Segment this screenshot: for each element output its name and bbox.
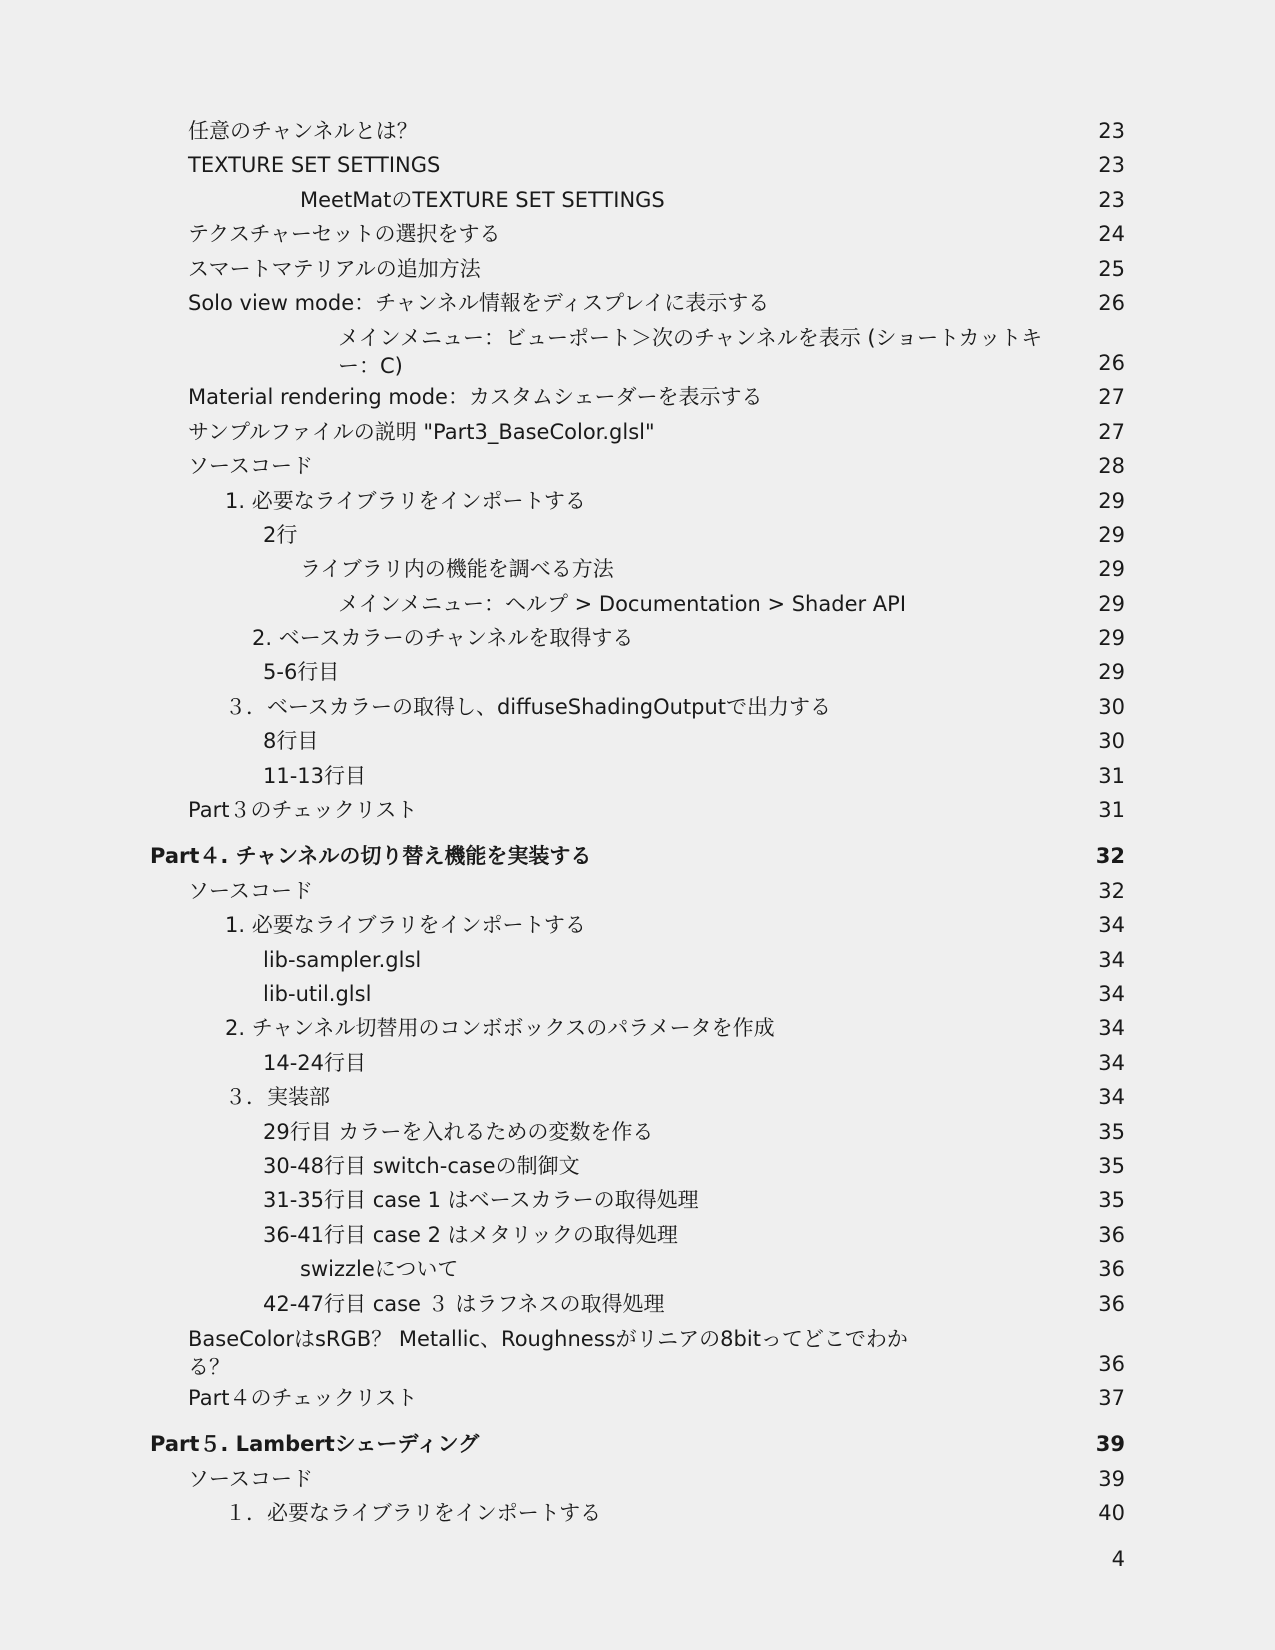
toc-entry-page: 35 [1098, 1119, 1125, 1144]
toc-entry[interactable] [0, 1149, 1275, 1183]
toc-part-heading[interactable] [0, 839, 1275, 873]
toc-entry-page: 36 [1098, 1257, 1125, 1282]
toc-entry-title: 1. 必要なライブラリをインポートする [225, 488, 586, 513]
toc-entry[interactable] [0, 1252, 1275, 1286]
toc-entry[interactable] [0, 1011, 1275, 1045]
toc-entry[interactable] [0, 1183, 1275, 1217]
toc-entry-title: 1. 必要なライブラリをインポートする [225, 913, 586, 938]
toc-entry-title: テクスチャーセットの選択をする [188, 222, 501, 247]
toc-part-heading[interactable] [0, 1427, 1275, 1461]
toc-entry-title: ソースコード [188, 454, 313, 479]
toc-entry-page: 23 [1098, 187, 1125, 212]
toc-entry-title: Part４のチェックリスト [188, 1385, 418, 1410]
table-of-contents [0, 114, 1275, 1530]
toc-entry-title: 2. ベースカラーのチャンネルを取得する [252, 626, 634, 651]
toc-entry[interactable] [0, 1381, 1275, 1415]
toc-entry-page: 34 [1098, 1085, 1125, 1110]
toc-entry-page: 29 [1098, 626, 1125, 651]
toc-entry-page: 23 [1098, 153, 1125, 178]
toc-entry[interactable] [0, 690, 1275, 724]
toc-entry[interactable] [0, 759, 1275, 793]
toc-entry-page: 32 [1098, 878, 1125, 903]
toc-entry-page: 27 [1098, 419, 1125, 444]
toc-entry[interactable] [0, 552, 1275, 586]
page-number: 4 [1111, 1547, 1125, 1571]
toc-entry-title: Material rendering mode：カスタムシェーダーを表示する [188, 385, 763, 410]
toc-entry[interactable] [0, 1115, 1275, 1149]
toc-entry-title: スマートマテリアルの追加方法 [188, 256, 481, 281]
toc-entry[interactable] [0, 1287, 1275, 1321]
toc-entry[interactable] [0, 1080, 1275, 1114]
toc-entry[interactable] [0, 908, 1275, 942]
toc-entry[interactable] [0, 1321, 1275, 1381]
toc-entry-title: 36-41行目 case 2 はメタリックの取得処理 [263, 1222, 678, 1247]
toc-entry[interactable] [0, 518, 1275, 552]
toc-entry-page: 29 [1098, 660, 1125, 685]
toc-entry[interactable] [0, 484, 1275, 518]
toc-entry-title: lib-sampler.glsl [263, 947, 422, 972]
toc-entry-title: 5-6行目 [263, 660, 340, 685]
toc-entry[interactable] [0, 655, 1275, 689]
toc-entry[interactable] [0, 874, 1275, 908]
toc-entry-page: 34 [1098, 1016, 1125, 1041]
toc-entry-page: 28 [1098, 454, 1125, 479]
toc-entry[interactable] [0, 1462, 1275, 1496]
toc-entry[interactable] [0, 1046, 1275, 1080]
toc-entry[interactable] [0, 1496, 1275, 1530]
toc-entry-page: 26 [1098, 351, 1125, 376]
toc-entry-title: Solo view mode：チャンネル情報をディスプレイに表示する [188, 290, 770, 315]
toc-entry[interactable] [0, 183, 1275, 217]
toc-entry-page: 39 [1098, 1466, 1125, 1491]
toc-entry-page: 34 [1098, 913, 1125, 938]
toc-entry-title: 14-24行目 [263, 1050, 367, 1075]
toc-entry-title: TEXTURE SET SETTINGS [188, 153, 441, 178]
toc-entry-title: ライブラリ内の機能を調べる方法 [300, 557, 614, 582]
toc-entry-page: 32 [1095, 844, 1125, 869]
toc-entry-title: 30-48行目 switch-caseの制御文 [263, 1153, 580, 1178]
toc-entry-title: 42-47行目 case ３ はラフネスの取得処理 [263, 1291, 665, 1316]
toc-entry-title: Part５. Lambertシェーディング [150, 1432, 480, 1457]
toc-entry[interactable] [0, 977, 1275, 1011]
toc-entry-page: 29 [1098, 488, 1125, 513]
toc-entry-page: 36 [1098, 1222, 1125, 1247]
toc-entry-page: 24 [1098, 222, 1125, 247]
toc-entry-title: BaseColorはsRGB？ Metallic、Roughnessがリニアの8bitってどこでわかる？ [188, 1326, 908, 1379]
toc-entry-title: １．必要なライブラリをインポートする [225, 1501, 602, 1526]
toc-entry[interactable] [0, 449, 1275, 483]
toc-entry[interactable] [0, 252, 1275, 286]
toc-entry[interactable] [0, 724, 1275, 758]
toc-entry-page: 39 [1095, 1432, 1125, 1457]
toc-entry[interactable] [0, 621, 1275, 655]
toc-entry-page: 34 [1098, 1050, 1125, 1075]
toc-entry-title: 8行目 [263, 729, 319, 754]
toc-entry-title: メインメニュー：ヘルプ > Documentation > Shader API [338, 591, 907, 616]
toc-entry-title: メインメニュー：ビューポート＞次のチャンネルを表示 (ショートカットキー：C) [338, 326, 1043, 379]
toc-entry-title: ソースコード [188, 878, 313, 903]
toc-entry-title: 29行目 カラーを入れるための変数を作る [263, 1119, 654, 1144]
toc-entry[interactable] [0, 415, 1275, 449]
toc-entry[interactable] [0, 793, 1275, 827]
toc-entry-title: 11-13行目 [263, 763, 367, 788]
toc-entry-title: 31-35行目 case 1 はベースカラーの取得処理 [263, 1188, 699, 1213]
toc-entry[interactable] [0, 943, 1275, 977]
toc-entry-page: 25 [1098, 256, 1125, 281]
toc-entry-title: ３．ベースカラーの取得し、diffuseShadingOutputで出力する [225, 694, 832, 719]
toc-entry-title: Part４. チャンネルの切り替え機能を実装する [150, 844, 592, 869]
toc-entry-title: Part３のチェックリスト [188, 798, 418, 823]
toc-entry[interactable] [0, 114, 1275, 148]
toc-entry[interactable] [0, 587, 1275, 621]
toc-entry-title: ソースコード [188, 1466, 313, 1491]
toc-entry[interactable] [0, 1218, 1275, 1252]
toc-entry-page: 27 [1098, 385, 1125, 410]
toc-entry-title: MeetMatのTEXTURE SET SETTINGS [300, 187, 665, 212]
toc-entry-page: 29 [1098, 557, 1125, 582]
toc-entry-page: 30 [1098, 694, 1125, 719]
toc-entry-page: 34 [1098, 981, 1125, 1006]
toc-entry[interactable] [0, 380, 1275, 414]
toc-entry-page: 35 [1098, 1153, 1125, 1178]
toc-entry-title: 2行 [263, 522, 298, 547]
toc-entry-title: 2. チャンネル切替用のコンボボックスのパラメータを作成 [225, 1016, 775, 1041]
toc-entry[interactable] [0, 148, 1275, 182]
toc-entry-page: 29 [1098, 522, 1125, 547]
toc-entry-page: 31 [1098, 798, 1125, 823]
toc-entry[interactable] [0, 286, 1275, 320]
toc-entry[interactable] [0, 217, 1275, 251]
toc-entry[interactable] [0, 320, 1275, 380]
toc-entry-page: 31 [1098, 763, 1125, 788]
toc-entry-page: 36 [1098, 1351, 1125, 1376]
toc-entry-title: swizzleについて [300, 1257, 459, 1282]
toc-entry-page: 35 [1098, 1188, 1125, 1213]
toc-entry-title: lib-util.glsl [263, 981, 372, 1006]
toc-entry-title: サンプルファイルの説明 "Part3_BaseColor.glsl" [188, 419, 655, 444]
toc-entry-title: 任意のチャンネルとは？ [188, 119, 418, 143]
toc-entry-title: ３．実装部 [225, 1085, 330, 1110]
toc-entry-page: 26 [1098, 290, 1125, 315]
toc-entry-page: 29 [1098, 591, 1125, 616]
toc-entry-page: 36 [1098, 1291, 1125, 1316]
toc-entry-page: 23 [1098, 119, 1125, 143]
toc-entry-page: 40 [1098, 1501, 1125, 1526]
toc-entry-page: 34 [1098, 947, 1125, 972]
toc-entry-page: 37 [1098, 1385, 1125, 1410]
toc-entry-page: 30 [1098, 729, 1125, 754]
